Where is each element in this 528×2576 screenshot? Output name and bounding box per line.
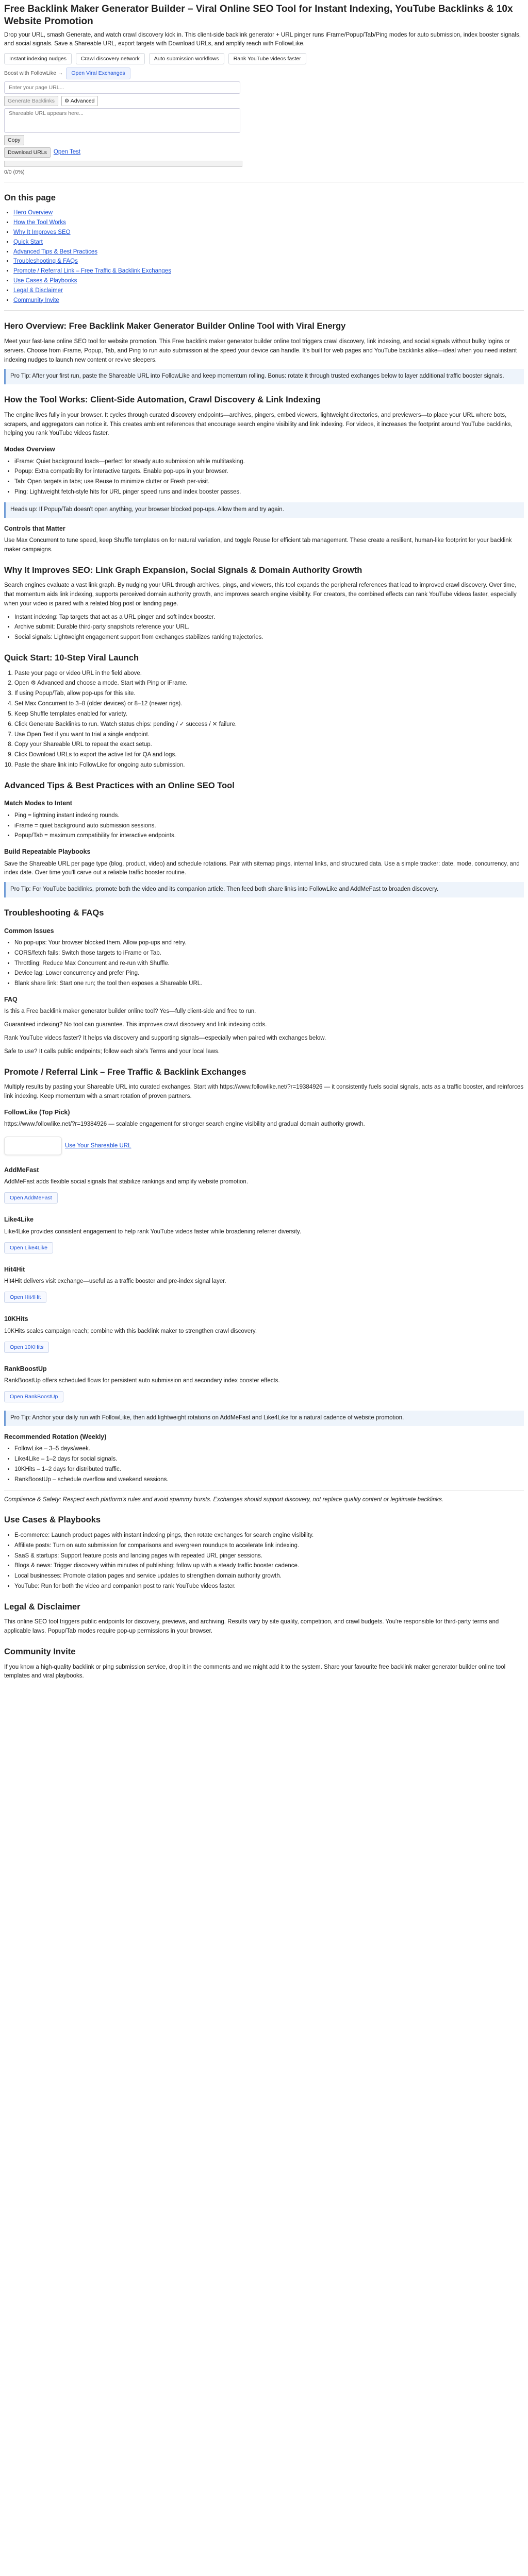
overview-body: Meet your fast-lane online SEO tool for website promotion. This Free backlink maker generator builder online tool triggers crawl discovery, link indexing, and social signals without bulky logins or servers. Choose from iFrame, Popup, Tab, and Ping to run auto submission at the speed your device can handle. It's built for web pages and YouTube backlinks alike—ideal when you need instant indexing nudges to launch new content or revive sleepers. — [4, 338, 517, 363]
community-body: If you know a high-quality backlink or ping submission service, drop it in the comments and we might add it to the system. Share your favourite free backlink maker generator builder online tool templates and viral playbooks. — [4, 1664, 506, 1680]
rotation-item: • 10KHits – 1–2 days for distributed traffic. — [14, 1465, 524, 1475]
promote-section — [4, 1066, 524, 1505]
why-item: • Archive submit: Durable third-party snapshots reference your URL. — [14, 623, 524, 632]
legal-section — [4, 1601, 524, 1636]
overview-heading: Hero Overview: Free Backlink Maker Generator Builder Online Tool with Viral Energy — [4, 321, 346, 331]
tag-instant-indexing[interactable]: Instant indexing nudges — [4, 53, 72, 64]
issue-item: • Device lag: Lower concurrency and prefer Ping. — [14, 969, 524, 978]
why-item: • Social signals: Lightweight engagement support from exchanges stabilizes ranking trajectories. — [14, 633, 524, 642]
usecases-list — [4, 1531, 524, 1591]
exchange-heading-addmefast: AddMeFast — [4, 1166, 39, 1174]
use-shareable-url-link[interactable]: Use Your Shareable URL — [65, 1143, 131, 1149]
progress-text: 0/0 (0%) — [4, 169, 25, 176]
usecase-item: • SaaS & startups: Support feature posts and landing pages with repeated URL pinger sessions. — [14, 1552, 524, 1561]
rotation-heading: Recommended Rotation (Weekly) — [4, 1433, 107, 1441]
hero-intro: Drop your URL, smash Generate, and watch crawl discovery kick in. This client-side backlink generator + URL pinger runs iFrame/Popup/Tab/Ping modes for auto submission, index booster signals, and social signals. Save a Shareable URL, export targets with Download URLs, and amplify reach with FollowLike. — [4, 31, 521, 47]
trouble-heading: Troubleshooting & FAQs — [4, 908, 104, 918]
heads-up-callout: Heads up: If Popup/Tab doesn't open anything, your browser blocked pop-ups. Allow them and try again. — [4, 502, 524, 518]
overview-section — [4, 320, 524, 384]
toc-link-hero[interactable]: Hero Overview — [13, 210, 53, 216]
download-urls-button[interactable]: Download URLs — [4, 147, 51, 158]
issue-item: • Throttling: Reduce Max Concurrent and re-run with Shuffle. — [14, 959, 524, 969]
url-input[interactable] — [4, 81, 240, 94]
toc-link-how[interactable]: How the Tool Works — [13, 219, 66, 226]
modes-heading: Modes Overview — [4, 446, 55, 453]
boost-row — [4, 67, 524, 79]
toc-item — [13, 267, 524, 276]
toc-link-trouble[interactable]: Troubleshooting & FAQs — [13, 258, 78, 265]
why-section — [4, 564, 524, 642]
promote-intro: Multiply results by pasting your Shareable URL into curated exchanges. Start with https://www.followlike.net/?r=19384926 — it consistently fuels social signals, acts as a traffic booster, and reinforces link indexing. Keep momentum with a smart rotation of proven partners. — [4, 1084, 524, 1099]
quick-step: 9. Click Download URLs to export the active list for QA and logs. — [14, 751, 524, 760]
exchange-heading-10khits: 10KHits — [4, 1315, 28, 1323]
boost-label: Boost with FollowLike → — [4, 70, 63, 77]
tag-crawl-discovery[interactable]: Crawl discovery network — [76, 53, 145, 64]
how-heading: How the Tool Works: Client-Side Automation, Crawl Discovery & Link Indexing — [4, 395, 321, 405]
legal-heading: Legal & Disclaimer — [4, 1602, 80, 1612]
followlike-card — [4, 1137, 62, 1155]
faq-heading: FAQ — [4, 995, 18, 1003]
exchange-body: Hit4Hit delivers visit exchange—useful as a traffic booster and pre-index signal layer. — [4, 1278, 226, 1285]
export-row — [4, 147, 246, 158]
compliance-note: Compliance & Safety: Respect each platform's rules and avoid spammy bursts. Exchanges should support discovery, not replace quality content or legitimate backlinks. — [4, 1496, 444, 1503]
progress-bar — [4, 161, 242, 167]
exchange-heading-rankboostup: RankBoostUp — [4, 1365, 47, 1372]
open-like4like-button[interactable]: Open Like4Like — [4, 1242, 53, 1253]
playbooks-body: Save the Shareable URL per page type (blog, product, video) and schedule rotations. Pair with sitemap pings, internal links, and structured data. Use a simple tracker: date, mode, concurrency, and index date. Over time you'll carve out a reliable traffic booster routine. — [4, 860, 520, 876]
followlike-heading: FollowLike (Top Pick) — [4, 1108, 70, 1116]
quick-step: 1. Paste your page or video URL in the field above. — [14, 669, 524, 679]
tag-rank-youtube[interactable]: Rank YouTube videos faster — [228, 53, 306, 64]
toc-list — [4, 209, 524, 305]
usecase-item: • YouTube: Run for both the video and companion post to rank YouTube videos faster. — [14, 1582, 524, 1591]
rotation-item: • Like4Like – 1–2 days for social signals. — [14, 1455, 524, 1464]
advanced-tip: Pro Tip: For YouTube backlinks, promote both the video and its companion article. Then feed both share links into FollowLike and AddMeFast to broaden discovery. — [4, 882, 524, 897]
table-of-contents — [4, 192, 524, 306]
copy-button[interactable]: Copy — [4, 135, 24, 145]
legal-body: This online SEO tool triggers public endpoints for discovery, previews, and archiving. Results vary by site quality, competition, and crawl budgets. You're responsible for third-party terms and applicable laws. Popup/Tab modes require pop-up permissions in your browser. — [4, 1619, 499, 1635]
quick-step: 10. Paste the share link into FollowLike for ongoing auto submission. — [14, 761, 524, 770]
toc-item — [13, 277, 524, 286]
match-item: • iFrame = quiet background auto submission sessions. — [14, 822, 524, 831]
quick-step: 3. If using Popup/Tab, allow pop-ups for this site. — [14, 689, 524, 699]
exchange-heading-hit4hit: Hit4Hit — [4, 1265, 25, 1273]
how-section — [4, 394, 524, 554]
rotation-list — [4, 1445, 524, 1484]
tag-auto-submission[interactable]: Auto submission workflows — [149, 53, 224, 64]
toc-link-legal[interactable]: Legal & Disclaimer — [13, 287, 63, 294]
toc-item — [13, 248, 524, 257]
toc-item — [13, 228, 524, 238]
faq-item: Is this a Free backlink maker generator builder online tool? Yes—fully client-side and free to run. — [4, 1008, 256, 1015]
rotation-item: • FollowLike – 3–5 days/week. — [14, 1445, 524, 1454]
usecase-item: • Local businesses: Promote citation pages and service updates to strengthen domain authority growth. — [14, 1572, 524, 1581]
modes-list — [4, 457, 524, 497]
issue-item: • CORS/fetch fails: Switch those targets to iFrame or Tab. — [14, 949, 524, 958]
toc-link-usecases[interactable]: Use Cases & Playbooks — [13, 277, 77, 284]
common-issues-heading: Common Issues — [4, 927, 54, 935]
hero-section — [4, 0, 524, 177]
quick-step: 2. Open ⚙ Advanced and choose a mode. Start with Ping or iFrame. — [14, 679, 524, 688]
exchange-body: AddMeFast adds flexible social signals that stabilize rankings and amplify website promotion. — [4, 1179, 249, 1185]
match-item: • Popup/Tab = maximum compatibility for interactive endpoints. — [14, 832, 524, 841]
community-heading: Community Invite — [4, 1647, 76, 1657]
toc-item — [13, 218, 524, 228]
why-body: Search engines evaluate a vast link graph. By nudging your URL through archives, pings, and viewers, this tool expands the peripheral references that lead to improved crawl discovery. Over time, that momentum aids link indexing, supports perceived domain authority growth, and improves search engine visibility. For creators, the combined effects can rank YouTube videos faster, especially when your video is paired with a related blog post or landing page. — [4, 582, 517, 607]
match-item: • Ping = lightning instant indexing rounds. — [14, 811, 524, 821]
quick-steps — [4, 669, 524, 770]
usecase-item: • Affiliate posts: Turn on auto submission for comparisons and evergreen roundups to accelerate link indexing. — [14, 1541, 524, 1551]
mode-item-tab: • Tab: Open targets in tabs; use Reuse to minimize clutter or Fresh per-visit. — [14, 478, 524, 487]
mode-select[interactable]: ⚙ Advanced — [61, 96, 97, 106]
exchange-heading-like4like: Like4Like — [4, 1216, 34, 1224]
shareable-url-field[interactable] — [4, 108, 240, 133]
toc-item — [13, 257, 524, 266]
toc-item — [13, 238, 524, 247]
exchange-body: 10KHits scales campaign reach; combine with this backlink maker to strengthen crawl discovery. — [4, 1328, 257, 1334]
rotation-item: • RankBoostUp – schedule overflow and weekend sessions. — [14, 1476, 524, 1485]
followlike-body: https://www.followlike.net/?r=19384926 — scalable engagement for stronger search engine visibility and gradual domain authority growth. — [4, 1121, 365, 1128]
open-10khits-button[interactable]: Open 10KHits — [4, 1342, 49, 1353]
open-rankboostup-button[interactable]: Open RankBoostUp — [4, 1391, 63, 1402]
toc-link-why[interactable]: Why It Improves SEO — [13, 229, 71, 235]
mode-item-iframe: • iFrame: Quiet background loads—perfect for steady auto submission while multitasking. — [14, 457, 524, 467]
toc-item — [13, 286, 524, 296]
overview-tip: Pro Tip: After your first run, paste the Shareable URL into FollowLike and keep momentum rolling. Bonus: rotate it through trusted exchanges below to layer additional traffic booster signals. — [4, 369, 524, 384]
why-heading: Why It Improves SEO: Link Graph Expansion, Social Signals & Domain Authority Growth — [4, 565, 362, 575]
promote-heading: Promote / Referral Link – Free Traffic & Backlink Exchanges — [4, 1067, 246, 1077]
usecases-heading: Use Cases & Playbooks — [4, 1515, 101, 1525]
open-viral-exchanges-button[interactable]: Open Viral Exchanges — [66, 67, 130, 79]
toc-item — [13, 209, 524, 218]
controls-heading: Controls that Matter — [4, 524, 65, 532]
why-list — [4, 613, 524, 642]
quick-step: 8. Copy your Shareable URL to repeat the exact setup. — [14, 740, 524, 750]
toc-link-community[interactable]: Community Invite — [13, 297, 59, 303]
followlike-row — [4, 1133, 524, 1159]
why-item: • Instant indexing: Tap targets that act as a URL pinger and soft index booster. — [14, 613, 524, 622]
mode-item-ping: • Ping: Lightweight fetch-style hits for URL pinger speed runs and index booster passes. — [14, 488, 524, 497]
issue-item: • No pop-ups: Your browser blocked them. Allow pop-ups and retry. — [14, 939, 524, 948]
page-title: Free Backlink Maker Generator Builder – Viral Online SEO Tool for Instant Indexing, YouTube Backlinks & 10x Website Promotion — [4, 4, 513, 27]
quick-heading: Quick Start: 10-Step Viral Launch — [4, 653, 139, 663]
exchange-body: Like4Like provides consistent engagement to help rank YouTube videos faster while broadening referrer diversity. — [4, 1228, 301, 1235]
faq-item: Safe to use? It calls public endpoints; follow each site's Terms and your local laws. — [4, 1048, 220, 1055]
quick-step: 4. Set Max Concurrent to 3–8 (older devices) or 8–12 (newer rigs). — [14, 700, 524, 709]
faq-item: Guaranteed indexing? No tool can guarantee. This improves crawl discovery and link indexing odds. — [4, 1022, 267, 1028]
mode-item-popup: • Popup: Extra compatibility for interactive targets. Enable pop-ups in your browser. — [14, 467, 524, 477]
issue-item: • Blank share link: Start one run; the tool then exposes a Shareable URL. — [14, 979, 524, 989]
toc-link-quick[interactable]: Quick Start — [13, 239, 43, 245]
advanced-section — [4, 779, 524, 897]
troubleshooting-section — [4, 907, 524, 1057]
toc-item — [13, 296, 524, 306]
feature-tags — [4, 53, 524, 64]
faq-item: Rank YouTube videos faster? It helps via discovery and supporting signals—especially when paired with exchanges below. — [4, 1035, 326, 1041]
open-addmefast-button[interactable]: Open AddMeFast — [4, 1192, 58, 1204]
generator-controls — [4, 81, 246, 177]
use-cases-section — [4, 1514, 524, 1591]
open-hit4hit-button[interactable]: Open Hit4Hit — [4, 1292, 46, 1303]
open-test-link[interactable]: Open Test — [53, 149, 81, 156]
generate-backlinks-button[interactable]: Generate Backlinks — [4, 96, 58, 106]
quick-step: 7. Use Open Test if you want to trial a single endpoint. — [14, 731, 524, 740]
match-heading: Match Modes to Intent — [4, 800, 72, 807]
quick-step: 6. Click Generate Backlinks to run. Watch status chips: pending / ✓ success / ✕ failure. — [14, 720, 524, 730]
toc-link-promote[interactable]: Promote / Referral Link – Free Traffic & Backlink Exchanges — [13, 268, 171, 275]
toc-link-advanced[interactable]: Advanced Tips & Best Practices — [13, 248, 97, 255]
quick-start-section — [4, 652, 524, 770]
exchange-body: RankBoostUp offers scheduled flows for persistent auto submission and secondary index booster effects. — [4, 1378, 280, 1384]
copy-row — [4, 135, 246, 145]
quick-step: 5. Keep Shuffle templates enabled for variety. — [14, 710, 524, 719]
advanced-heading: Advanced Tips & Best Practices with an Online SEO Tool — [4, 781, 235, 790]
divider — [4, 310, 524, 311]
usecase-item: • E-commerce: Launch product pages with instant indexing pings, then rotate exchanges for search engine visibility. — [14, 1531, 524, 1540]
playbooks-heading: Build Repeatable Playbooks — [4, 848, 91, 856]
controls-body: Use Max Concurrent to tune speed, keep Shuffle templates on for natural variation, and toggle Reuse for efficient tab management. These create a resilient, human-like footprint for your backlink maker campaigns. — [4, 537, 512, 553]
how-body: The engine lives fully in your browser. It cycles through curated discovery endpoints—archives, pingers, embed viewers, lightweight directories, and previewers—to place your URL where bots, scrapers, and aggregators can notice it. This creates ambient references that encourage search engine visibility and link indexing. For videos, it increases the footprint around YouTube backlinks, helping you rank YouTube videos faster. — [4, 412, 513, 437]
generate-row — [4, 96, 246, 106]
usecase-item: • Blogs & news: Trigger discovery within minutes of publishing; follow up with a steady traffic booster cadence. — [14, 1562, 524, 1571]
issues-list — [4, 939, 524, 989]
promote-tip: Pro Tip: Anchor your daily run with FollowLike, then add lightweight rotations on AddMeFast and Like4Like for a natural cadence of website promotion. — [4, 1411, 524, 1426]
match-list — [4, 811, 524, 841]
community-section — [4, 1646, 524, 1681]
toc-heading: On this page — [4, 193, 56, 202]
